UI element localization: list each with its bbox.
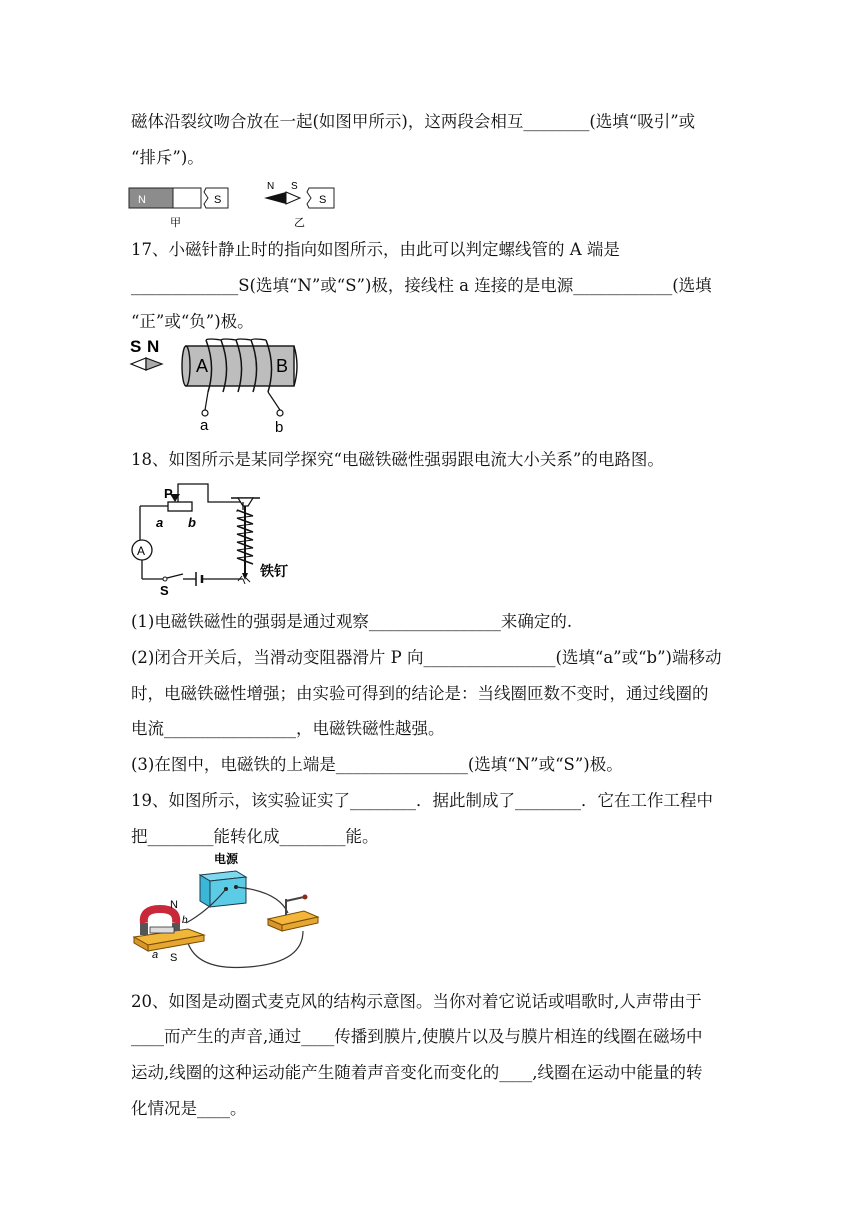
q19-line-1: 19、如图所示，该实验证实了________．据此制成了________．它在工作工程中: [131, 791, 713, 810]
q17-term-a: a: [200, 417, 209, 434]
q19-b-label: b: [182, 915, 188, 926]
q18-circuit-figure: [128, 478, 308, 598]
q18-ammeter-label: A: [137, 544, 146, 558]
q17-line-1: 17、小磁针静止时的指向如图所示，由此可以判定螺线管的 A 端是: [131, 240, 620, 259]
q16-n-label: N: [138, 194, 146, 206]
q19-motor-figure: [128, 851, 328, 973]
q17-line-3: “正”或“负”)极。: [131, 312, 254, 331]
q19-n-label: N: [170, 899, 178, 911]
q20-line-4: 化情况是____。: [131, 1099, 247, 1118]
q18-line-1: 18、如图所示是某同学探究“电磁铁磁性强弱跟电流大小关系”的电路图。: [131, 450, 664, 469]
q17-line-2: _____________S(选填“N”或“S”)极，接线柱 a 连接的是电源____________(选填: [131, 276, 712, 295]
q19-line-2: 把________能转化成________能。: [131, 827, 379, 846]
q17-needle-n: N: [147, 337, 160, 356]
q16-line-1: 磁体沿裂纹吻合放在一起(如图甲所示)，这两段会相互________(选填“吸引”或: [131, 112, 696, 131]
q16-caption-jia: 甲: [170, 217, 181, 229]
q20-line-3: 运动,线圈的这种运动能产生随着声音变化而变化的____,线圈在运动中能量的转: [131, 1063, 703, 1082]
q18-nail-label: 铁钉: [260, 563, 288, 579]
q18-part-3: (3)在图中，电磁铁的上端是________________(选填“N”或“S”)极。: [131, 755, 623, 774]
q19-s-label: S: [170, 952, 178, 964]
q18-slider-label: P: [164, 486, 173, 501]
q17-end-a: A: [196, 356, 209, 376]
q18-a-label: a: [156, 515, 164, 530]
q16-s2-label: S: [319, 194, 327, 206]
q18-switch-label: S: [160, 583, 169, 598]
q16-needle-s: S: [291, 181, 298, 192]
q20-line-2: ____而产生的声音,通过____传播到膜片,使膜片以及与膜片相连的线圈在磁场中: [131, 1027, 703, 1046]
q16-magnet-figure: [128, 178, 343, 230]
q17-end-b: B: [276, 356, 289, 376]
q16-caption-yi: 乙: [294, 217, 305, 229]
q20-line-1: 20、如图是动圈式麦克风的结构示意图。当你对着它说话或唱歌时,人声带由于: [131, 992, 702, 1011]
q18-part-2a: (2)闭合开关后，当滑动变阻器滑片 P 向________________(选填“a”或“b”)端移动: [131, 648, 722, 667]
q16-line-2: “排斥”)。: [131, 148, 204, 167]
q17-solenoid-figure: [128, 334, 304, 434]
q19-power-label: 电源: [214, 852, 239, 866]
q17-term-b: b: [275, 419, 284, 434]
q17-needle-s: S: [130, 337, 142, 356]
q16-s-label: S: [214, 194, 222, 206]
q18-b-label: b: [188, 515, 196, 530]
q16-needle-n: N: [267, 181, 275, 192]
q18-part-2c: 电流________________，电磁铁磁性越强。: [131, 719, 445, 738]
q19-a-label: a: [152, 949, 159, 961]
q18-part-1: (1)电磁铁磁性的强弱是通过观察________________来确定的.: [131, 612, 573, 631]
q18-part-2b: 时，电磁铁磁性增强；由实验可得到的结论是：当线圈匝数不变时，通过线圈的: [131, 684, 709, 703]
